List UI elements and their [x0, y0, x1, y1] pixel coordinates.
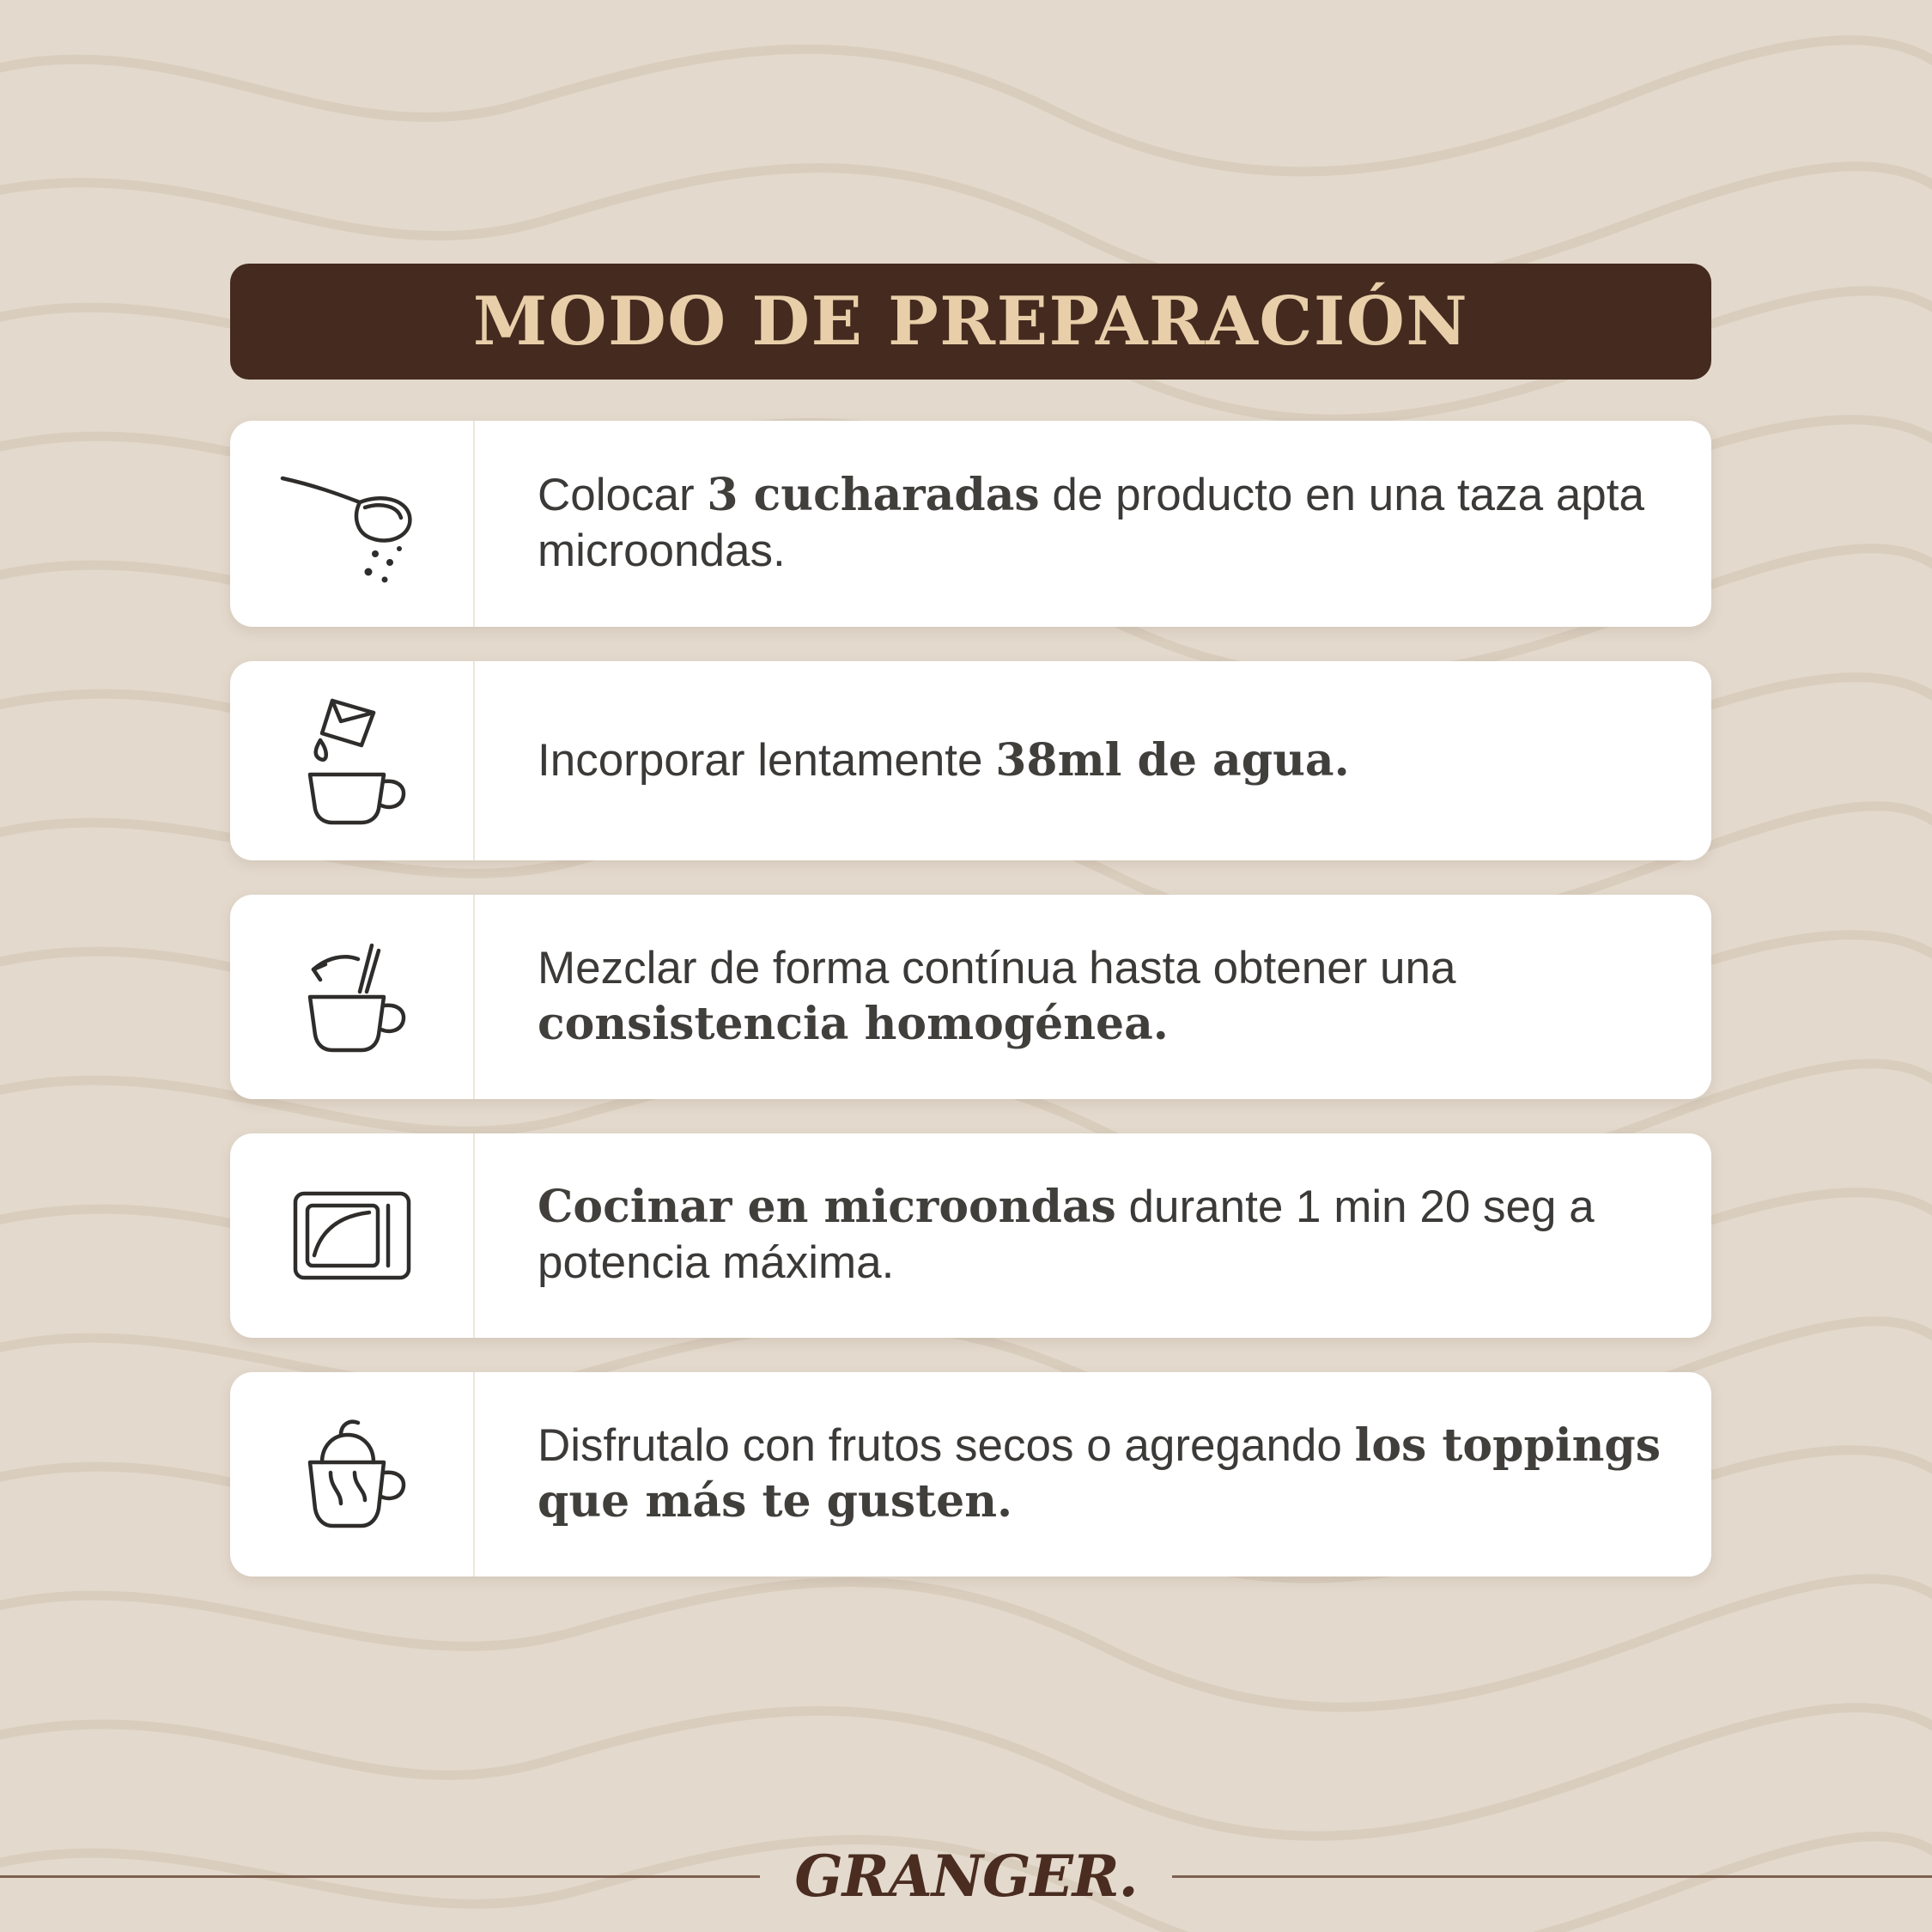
- step-3-text-emphasis: consistencia homogénea.: [538, 998, 1169, 1050]
- step-4-text-part-2: durante 1 min 20 seg a potencia máxima.: [538, 1182, 1595, 1288]
- footer: [0, 1838, 1932, 1915]
- step-4-text-emphasis: Cocinar en microondas: [538, 1181, 1116, 1234]
- step-3-text-part-1: Mezclar de forma contínua hasta obtener una: [538, 943, 1456, 994]
- pouring-water-into-cup-icon: [288, 692, 416, 829]
- step-4-text: [538, 1180, 1677, 1291]
- step-1-text-part-1: Colocar: [538, 470, 708, 521]
- step-card-4: [230, 1133, 1711, 1338]
- step-card-3: [230, 895, 1711, 1099]
- step-1-text: [538, 468, 1677, 579]
- step-5-text-part-1: Disfrutalo con frutos secos o agregando: [538, 1420, 1355, 1472]
- step-3-icon-cell: [230, 895, 475, 1099]
- step-5-text: [538, 1419, 1677, 1529]
- microwave-icon: [283, 1180, 421, 1291]
- step-2-text-cell: [475, 733, 1711, 789]
- step-4-icon-cell: [230, 1133, 475, 1338]
- brand-logo: GRANGER.: [794, 1843, 1138, 1910]
- step-5-text-emphasis: los toppings que más te gusten.: [538, 1419, 1662, 1528]
- step-2-text-part-1: Incorporar lentamente: [538, 734, 996, 786]
- step-5-text-cell: [475, 1419, 1711, 1529]
- footer-rule-left: [0, 1875, 760, 1878]
- spoon-with-powder-icon: [270, 459, 434, 588]
- step-card-5: [230, 1372, 1711, 1577]
- footer-rule-right: [1172, 1875, 1932, 1878]
- page-title: MODO DE PREPARACIÓN: [472, 283, 1469, 361]
- stirring-cup-icon: [288, 928, 416, 1066]
- step-2-icon-cell: [230, 661, 475, 860]
- title-banner: [230, 264, 1711, 380]
- step-3-text: [538, 941, 1677, 1052]
- step-5-icon-cell: [230, 1372, 475, 1577]
- step-1-text-emphasis: 3 cucharadas: [707, 469, 1040, 522]
- step-card-1: [230, 421, 1711, 627]
- step-1-text-part-3: de producto en una taza apta microondas.: [538, 470, 1644, 576]
- step-1-icon-cell: [230, 421, 475, 627]
- step-1-text-cell: [475, 468, 1711, 579]
- cup-with-topping-icon: [288, 1406, 416, 1543]
- step-2-text: [538, 733, 1677, 789]
- step-3-text-cell: [475, 941, 1711, 1052]
- step-card-2: [230, 661, 1711, 860]
- step-2-text-emphasis: 38ml de agua.: [995, 733, 1350, 787]
- step-4-text-cell: [475, 1180, 1711, 1291]
